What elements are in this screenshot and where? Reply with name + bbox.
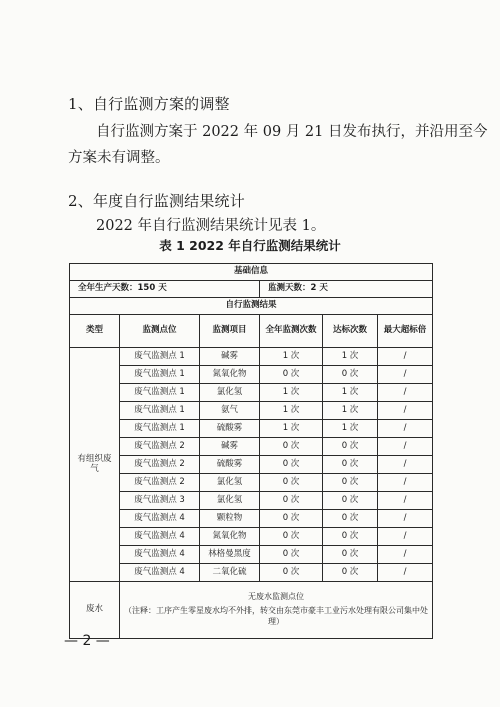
water-note-line2: （注释：工序产生零星废水均不外排，转交由东莞市豪丰工业污水处理有限公司集中处理） xyxy=(124,605,429,627)
cell-item: 氮氧化物 xyxy=(200,528,260,546)
header-point: 监测点位 xyxy=(120,315,200,348)
cell-annual-count: 0 次 xyxy=(260,510,323,528)
cell-compliant-count: 0 次 xyxy=(323,438,378,456)
cell-point: 废气监测点 1 xyxy=(120,420,200,438)
water-note xyxy=(120,582,433,639)
cell-annual-count: 0 次 xyxy=(260,546,323,564)
cell-compliant-count: 1 次 xyxy=(323,348,378,366)
cell-compliant-count: 1 次 xyxy=(323,384,378,402)
cell-point: 废气监测点 1 xyxy=(120,402,200,420)
cell-annual-count: 1 次 xyxy=(260,348,323,366)
cell-max-exceed: / xyxy=(378,474,433,492)
cell-point: 废气监测点 3 xyxy=(120,492,200,510)
cell-annual-count: 0 次 xyxy=(260,438,323,456)
monitoring-results-table xyxy=(69,263,433,639)
cell-item: 氯化氢 xyxy=(200,384,260,402)
results-title: 自行监测结果 xyxy=(70,298,433,315)
cell-compliant-count: 0 次 xyxy=(323,474,378,492)
cell-annual-count: 0 次 xyxy=(260,528,323,546)
table-row xyxy=(70,366,433,384)
cell-item: 颗粒物 xyxy=(200,510,260,528)
water-note-line1: 无废水监测点位 xyxy=(248,592,305,602)
cell-max-exceed: / xyxy=(378,420,433,438)
section2-heading: 2、年度自行监测结果统计 xyxy=(68,192,245,210)
cell-item: 二氧化硫 xyxy=(200,564,260,582)
section1-heading: 1、自行监测方案的调整 xyxy=(68,95,230,113)
cell-max-exceed: / xyxy=(378,564,433,582)
cell-point: 废气监测点 1 xyxy=(120,384,200,402)
cell-point: 废气监测点 2 xyxy=(120,438,200,456)
cell-point: 废气监测点 4 xyxy=(120,528,200,546)
cell-compliant-count: 0 次 xyxy=(323,546,378,564)
table-caption: 表 1 2022 年自行监测结果统计 xyxy=(159,238,341,253)
cell-max-exceed: / xyxy=(378,456,433,474)
cell-max-exceed: / xyxy=(378,384,433,402)
header-compliant-count: 达标次数 xyxy=(323,315,378,348)
cell-max-exceed: / xyxy=(378,402,433,420)
cell-annual-count: 0 次 xyxy=(260,366,323,384)
cell-item: 硫酸雾 xyxy=(200,456,260,474)
cell-annual-count: 1 次 xyxy=(260,420,323,438)
cell-item: 碱雾 xyxy=(200,438,260,456)
table-row xyxy=(70,348,433,366)
cell-item: 氯化氢 xyxy=(200,492,260,510)
header-annual-count: 全年监测次数 xyxy=(260,315,323,348)
cell-item: 林格曼黑度 xyxy=(200,546,260,564)
cell-compliant-count: 1 次 xyxy=(323,420,378,438)
table-row xyxy=(70,510,433,528)
cell-compliant-count: 1 次 xyxy=(323,402,378,420)
cell-point: 废气监测点 1 xyxy=(120,348,200,366)
cell-item: 硫酸雾 xyxy=(200,420,260,438)
cell-compliant-count: 0 次 xyxy=(323,492,378,510)
cell-item: 氮氧化物 xyxy=(200,366,260,384)
cell-point: 废气监测点 4 xyxy=(120,510,200,528)
header-max-exceed: 最大超标倍 xyxy=(378,315,433,348)
cell-item: 氯化氢 xyxy=(200,474,260,492)
cell-compliant-count: 0 次 xyxy=(323,510,378,528)
cell-item: 碱雾 xyxy=(200,348,260,366)
cell-max-exceed: / xyxy=(378,438,433,456)
table-row xyxy=(70,402,433,420)
table-row xyxy=(70,528,433,546)
cell-annual-count: 0 次 xyxy=(260,474,323,492)
cell-annual-count: 1 次 xyxy=(260,384,323,402)
table-row xyxy=(70,456,433,474)
cell-compliant-count: 0 次 xyxy=(323,456,378,474)
cell-max-exceed: / xyxy=(378,348,433,366)
table-row xyxy=(70,474,433,492)
cell-max-exceed: / xyxy=(378,510,433,528)
monitoring-days: 监测天数：2 天 xyxy=(260,281,433,298)
production-days: 全年生产天数：150 天 xyxy=(70,281,260,298)
cell-annual-count: 0 次 xyxy=(260,492,323,510)
section2-body: 2022 年自行监测结果统计见表 1。 xyxy=(96,218,326,234)
cell-compliant-count: 0 次 xyxy=(323,564,378,582)
table-row xyxy=(70,546,433,564)
table-row xyxy=(70,492,433,510)
table-row xyxy=(70,438,433,456)
basic-info-title: 基础信息 xyxy=(70,264,433,281)
cell-max-exceed: / xyxy=(378,492,433,510)
type-gas: 有组织废气 xyxy=(70,348,120,582)
cell-item: 氨气 xyxy=(200,402,260,420)
cell-compliant-count: 0 次 xyxy=(323,528,378,546)
cell-max-exceed: / xyxy=(378,528,433,546)
cell-point: 废气监测点 1 xyxy=(120,366,200,384)
cell-point: 废气监测点 4 xyxy=(120,546,200,564)
table-row xyxy=(70,384,433,402)
section1-body-line1: 自行监测方案于 2022 年 09 月 21 日发布执行，并沿用至今 xyxy=(96,124,488,140)
water-row xyxy=(70,582,433,639)
cell-annual-count: 0 次 xyxy=(260,564,323,582)
cell-max-exceed: / xyxy=(378,546,433,564)
table-row xyxy=(70,420,433,438)
cell-annual-count: 0 次 xyxy=(260,456,323,474)
cell-compliant-count: 0 次 xyxy=(323,366,378,384)
header-item: 监测项目 xyxy=(200,315,260,348)
page-number: — 2 — xyxy=(64,633,110,649)
cell-point: 废气监测点 2 xyxy=(120,456,200,474)
cell-annual-count: 1 次 xyxy=(260,402,323,420)
type-water: 废水 xyxy=(70,582,120,639)
header-type: 类型 xyxy=(70,315,120,348)
table-row xyxy=(70,564,433,582)
cell-max-exceed: / xyxy=(378,366,433,384)
cell-point: 废气监测点 2 xyxy=(120,474,200,492)
cell-point: 废气监测点 4 xyxy=(120,564,200,582)
section1-body-line2: 方案未有调整。 xyxy=(68,150,170,166)
